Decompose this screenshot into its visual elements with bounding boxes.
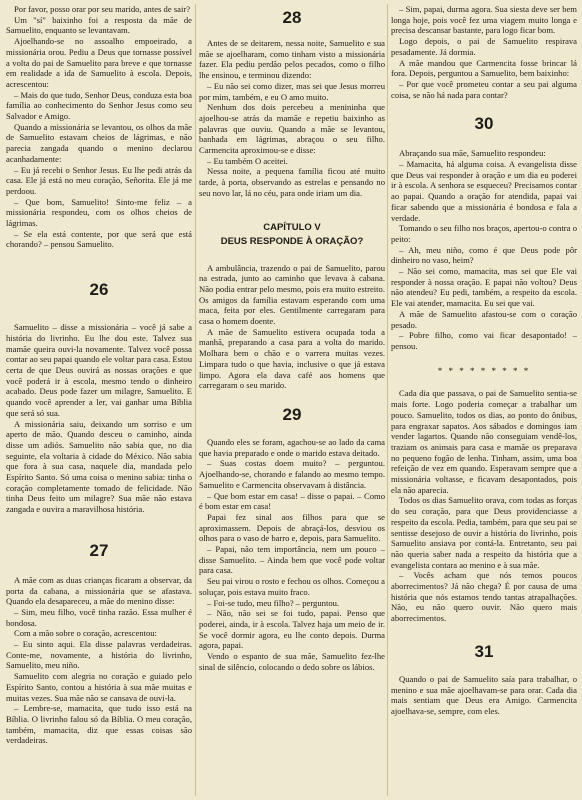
paragraph: Todos os dias Samuelito orava, com todas as forças do seu coração, para que Deus providenciasse a respeito da escola. Pedia, também, para que seu pai se sentisse desejoso de ouvir a história do livrinho, pois Samuelito ansiava por contá-la. Entretanto, seu pai não queria saber nada a respeito da história que a evangelista contara ao menino e à sua mãe. xyxy=(391,495,577,570)
paragraph: – Não, não sei se foi tudo, papai. Penso que poderei, ainda, ir à escola. Talvez haja um meio de ir. Se você dormir agora, eu lhe conto depois. Durma agora, papai. xyxy=(199,608,385,651)
paragraph: – Que bom, Samuelito! Sinto-me feliz – a missionária respondeu, com os olhos cheios de lágrimas. xyxy=(6,196,192,229)
paragraph: Vendo o espanto de sua mãe, Samuelito fez-lhe sinal de silêncio, colocando o dedo sobre os lábios. xyxy=(199,651,385,672)
text-block xyxy=(391,4,577,100)
chapter-title: DEUS RESPONDE À ORAÇÃO? xyxy=(220,235,364,247)
paragraph: Nenhum dos dois percebeu a menininha que ajoelhou-se atrás da mamãe e repetiu baixinho as palavras que ouviu. Quando a mãe se levantou, banhada em lágrimas, abraçou o seu filho. Carmencita aproximou-se e disse: xyxy=(199,102,385,156)
text-block xyxy=(6,4,192,250)
paragraph: Samuelito com alegria no coração e guiado pelo Espírito Santo, contou a história à sua mãe muitas e muitas vezes. Sua mãe não se cansava de ouvi-la. xyxy=(6,671,192,703)
paragraph: Tomando o seu filho nos braços, apertou-o contra o peito: xyxy=(391,223,577,244)
paragraph: – Papai, não tem importância, nem um pouco – disse Samuelito. – Ainda bem que você pode voltar para casa. xyxy=(199,544,385,576)
chapter-label: CAPÍTULO V xyxy=(263,221,321,233)
paragraph: A mãe de Samuelito afastou-se com o coração pesado. xyxy=(391,308,577,330)
column-divider xyxy=(195,4,196,796)
paragraph: Seu pai virou o rosto e fechou os olhos. Começou a soluçar, pois estava muito fraco. xyxy=(199,576,385,597)
section-number-26: 26 xyxy=(89,280,109,300)
paragraph: Quando o pai de Samuelito saía para trabalhar, o menino e sua mãe ajoelhavam-se para orar. Cada dia mais sentiam que Deus era Amigo. Carmencita ajoelhava-se, sempre, com eles. xyxy=(391,673,577,716)
paragraph: – Eu também O aceitei. xyxy=(207,155,288,166)
paragraph: – Eu já recebi o Senhor Jesus. Eu lhe pedi atrás da casa. Ele já está no meu coração, Señorita. Ele já me perdoou. xyxy=(6,164,192,196)
text-block xyxy=(199,38,385,199)
column-left xyxy=(6,4,192,796)
column-divider xyxy=(387,4,388,796)
column-right xyxy=(391,4,577,796)
paragraph: Ajoelhando-se no assoalho empoeirado, a missionária orou. Pediu a Deus que tornasse possível a volta do pai de Samuelito para breve e que tornasse em realidade a ida de Samuelito à escola. Depois, acrescentou: xyxy=(6,36,192,89)
text-block xyxy=(6,322,192,515)
paragraph: – Por que você prometeu contar a seu pai alguma coisa, se não há nada para contar? xyxy=(391,78,577,100)
paragraph: Abraçando sua mãe, Samuelito respondeu: xyxy=(399,148,546,159)
section-number-28: 28 xyxy=(282,8,302,27)
paragraph: Por favor, posso orar por seu marido, antes de sair? xyxy=(14,4,191,14)
paragraph: – Foi-se tudo, meu filho? – perguntou. xyxy=(207,597,340,608)
text-block xyxy=(199,263,385,391)
paragraph: – Mais do que tudo, Senhor Deus, conduza esta boa família ao conhecimento do Senhor Jesus como seu Salvador e Amigo. xyxy=(6,89,192,122)
paragraph: Quando a missionária se levantou, os olhos da mãe de Samuelito estavam cheios de lágrimas, e não parecia zangada quando o menino declarou acanhadamente: xyxy=(6,121,192,164)
paragraph: – Ah, meu niño, como é que Deus pode pôr dinheiro no vaso, heim? xyxy=(391,244,577,266)
paragraph: A ambulância, trazendo o pai de Samuelito, parou na estrada, junto ao caminho que levava à cabana. Não podia entrar pelo mesmo, pois era muito estreito. Os amigos da família estavam esperando com uma maca, feita por eles. Gentilmente carregaram para casa o homem doente. xyxy=(199,262,385,327)
paragraph: – Eu sinto aqui. Ela disse palavras verdadeiras. Conte-me, novamente, a história do livrinho, Samuelito, meu niño. xyxy=(6,639,192,671)
column-middle xyxy=(199,4,385,796)
paragraph: – Pobre filho, como vai ficar desapontado! – pensou. xyxy=(391,330,577,351)
section-number-30: 30 xyxy=(474,114,494,134)
paragraph: A mãe mandou que Carmencita fosse brincar lá fora. Depois, perguntou a Samuelito, bem baixinho: xyxy=(391,57,577,79)
paragraph: – Se ela está contente, por que será que está chorando? – pensou Samuelito. xyxy=(6,228,192,250)
paragraph: Logo depois, o pai de Samuelito respirava pesadamente. Já dormia. xyxy=(391,36,577,57)
paragraph: – Lembre-se, mamacita, que tudo isso está na Bíblia. O livrinho falou só da Bíblia. O meu coração, também, mamacita, diz que essas coisas são verdadeiras. xyxy=(6,703,192,746)
paragraph: Cada dia que passava, o pai de Samuelito sentia-se mais forte. Logo poderia começar a trabalhar um pouco. Samuelito, todos os dias, ao ponto do ônibus, para engraxar sapatos. Aos sábados e domingos iam vender lagartos. Quando não conseguiam vendê-los, traziam os animais para casa e mamãe os preparava no pequeno fogão de lenha. Tinham, assim, uma boa refeição de vez em quando. Esperavam sempre que a missionária voltasse, e ficavam desapontados, pois ela não aparecia. xyxy=(391,388,577,495)
section-number-29: 29 xyxy=(282,404,302,424)
section-number-27: 27 xyxy=(89,540,109,560)
paragraph: A mãe com as duas crianças ficaram a observar, da porta da cabana, a missionária que se afastava. Quando ela desapareceu, a mãe do menino disse: xyxy=(6,574,192,607)
text-block xyxy=(391,148,577,351)
paragraph: Quando eles se foram, agachou-se ao lado da cama que havia preparado e onde o marido estava deitado. xyxy=(199,436,385,458)
paragraph: – Que bom estar em casa! – disse o papai. – Como é bom estar em casa! xyxy=(199,490,385,512)
paragraph: – Eu não sei como dizer, mas sei que Jesus morreu por mim, também, e eu O amo muito. xyxy=(199,80,385,102)
paragraph: A missionária saiu, deixando um sorriso e um aperto de mão. Quando desceu o caminho, ainda disse um adiós. Samuelito não sabia que, no dia seguinte, ela voltaria à cidade do México. Não sabia que fora à sua casa, naquele dia, mandada pelo Espírito Santo. Só uma coisa o menino sabia: tinha o coração completamente tomado de felicidade. Não tinha Deus feito um milagre? Sua mãe não estava zangada e ouvira a maravilhosa história. xyxy=(6,418,192,515)
paragraph: – Sim, meu filho, você tinha razão. Essa mulher é bondosa. xyxy=(6,606,192,628)
text-block xyxy=(199,437,385,672)
paragraph: Nessa noite, a pequena família ficou até muito tarde, à porta, observando as estrelas e pensando no seu novo lar, lá no céu, para onde iriam um dia. xyxy=(199,166,385,198)
paragraph: Com a mão sobre o coração, acrescentou: xyxy=(14,628,157,639)
section-separator: * * * * * * * * * xyxy=(437,365,531,376)
paragraph: – Sim, papai, durma agora. Sua siesta deve ser bem longa hoje, pois você fez uma viagem muito longa e precisa descansar bastante, para logo ficar bom. xyxy=(391,4,577,36)
paragraph: – Vocês acham que nós temos poucos aborrecimentos? Já não chega? É por causa de uma história que nós estamos tendo tantas atrapalhações. Não, eu não quero ouvir. Não quero mais aborrecimentos. xyxy=(391,570,577,624)
paragraph: A mãe de Samuelito estivera ocupada toda a manhã, preparando a casa para a volta do marido. Molhara bem o chão e o varrera muitas vezes. Limpara tudo o que havia, inclusive o que já estava limpo. Agora ela dava café aos homens que carregaram o seu marido. xyxy=(199,326,385,391)
text-block xyxy=(391,388,577,623)
text-block xyxy=(391,674,577,717)
paragraph: – Suas costas doem muito? – perguntou. Ajoelhando-se, chorando e falando ao mesmo tempo. Samuelito e Carmencita observavam à distância. xyxy=(199,458,385,490)
paragraph: – Não sei como, mamacita, mas sei que Ele vai responder à nossa oração. E papai não voltou? Deus não atendeu? Eu pedi, também, a respeito da escola. Ele vai atender, mamacita. Eu sei que vai. xyxy=(391,266,577,309)
paragraph: – Mamacita, há alguma coisa. A evangelista disse que Deus vai responder à oração e um dia eu poderei ir à escola. A senhora se esqueceu? Precisamos contar ao papai. Quando a oração for atendida, papai vai ficar sabendo que a missionária é bondosa e fala a verdade. xyxy=(391,159,577,223)
paragraph: Um "sí" baixinho foi a resposta da mãe de Samuelito, enquanto se levantavam. xyxy=(6,14,192,36)
text-block xyxy=(6,575,192,746)
paragraph: Antes de se deitarem, nessa noite, Samuelito e sua mãe se ajoelharam, como tinham visto a missionária fazer. Ela pediu perdão pelos pecados, como o filho lhe ensinou, e terminou dizendo: xyxy=(199,38,385,81)
paragraph: Papai fez sinal aos filhos para que se aproximassem. Depois de abraçá-los, desviou os olhos para o vaso de barro e, depois, para Samuelito. xyxy=(199,511,385,544)
paragraph: Samuelito – disse a missionária – você já sabe a história do livrinho. Eu lhe dou este. Talvez sua mamãe queira ouvi-la novamente. Talvez você possa contar ao seu papai quando ele voltar para casa. Estou certa de que Deus ouvirá as nossas orações e que você poderá ir à escola, mesmo tendo o dinheiro acabado. Deus pode fazer um milagre, Samuelito. E quando você aprender a ler, vai ganhar uma Bíblia que será só sua. xyxy=(6,322,192,418)
section-number-31: 31 xyxy=(474,641,494,661)
